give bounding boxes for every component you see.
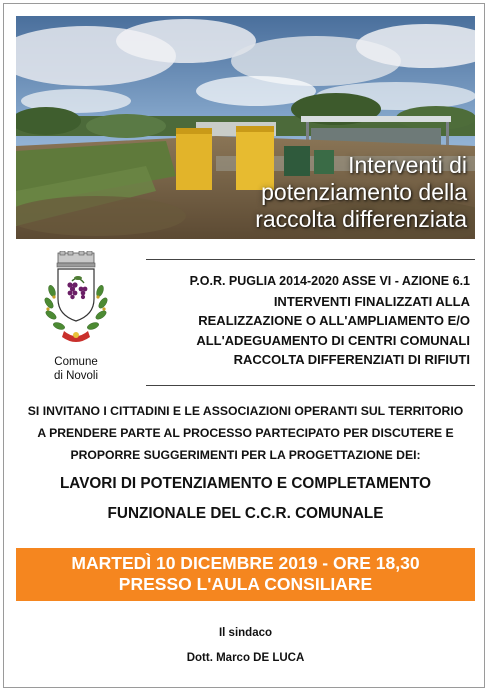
project-line: REALIZZAZIONE O ALL'AMPLIAMENTO E/O (198, 313, 470, 328)
municipality-name-line: di Novoli (53, 370, 99, 382)
program-label: P.O.R. PUGLIA 2014-2020 ASSE VI - AZIONE 6.1 (189, 274, 470, 288)
municipality-crest (20, 251, 132, 391)
project-description (190, 272, 470, 370)
invitation-line: PROPORRE SUGGERIMENTI PER LA PROGETTAZIONE DEI: (70, 448, 421, 462)
photo-title-line: Interventi di (348, 152, 467, 178)
event-banner (16, 548, 475, 601)
event-date-time: MARTEDÌ 10 DICEMBRE 2019 - ORE 18,30 (71, 553, 420, 573)
event-place: PRESSO L'AULA CONSILIARE (118, 574, 373, 594)
invitation-line: SI INVITANO I CITTADINI E LE ASSOCIAZIONI OPERANTI SUL TERRITORIO (27, 404, 464, 418)
project-line: INTERVENTI FINALIZZATI ALLA (273, 293, 470, 309)
top-divider (146, 259, 475, 260)
header-photo (16, 16, 475, 239)
project-line: ALL'ADEGUAMENTO DI CENTRI COMUNALI (196, 332, 470, 348)
works-line: FUNZIONALE DEL C.C.R. COMUNALE (107, 505, 384, 522)
municipality-name-line: Comune (54, 356, 98, 368)
signature-role: Il sindaco (218, 627, 273, 639)
municipality-name (20, 355, 132, 383)
photo-title-line: raccolta differenziata (255, 206, 467, 232)
works-title (16, 469, 475, 529)
invitation-line: A PRENDERE PARTE AL PROCESSO PARTECIPATO PER DISCUTERE E (37, 426, 454, 440)
invitation-text (16, 400, 475, 466)
works-line: LAVORI DI POTENZIAMENTO E COMPLETAMENTO (59, 475, 432, 492)
bottom-divider (146, 385, 475, 386)
photo-title (255, 152, 467, 233)
signature-name: Dott. Marco DE LUCA (186, 652, 305, 664)
project-line: RACCOLTA DIFFERENZIATI DI RIFIUTI (233, 352, 470, 367)
photo-title-line: potenziamento della (261, 179, 467, 205)
coat-of-arms-icon (34, 251, 118, 355)
